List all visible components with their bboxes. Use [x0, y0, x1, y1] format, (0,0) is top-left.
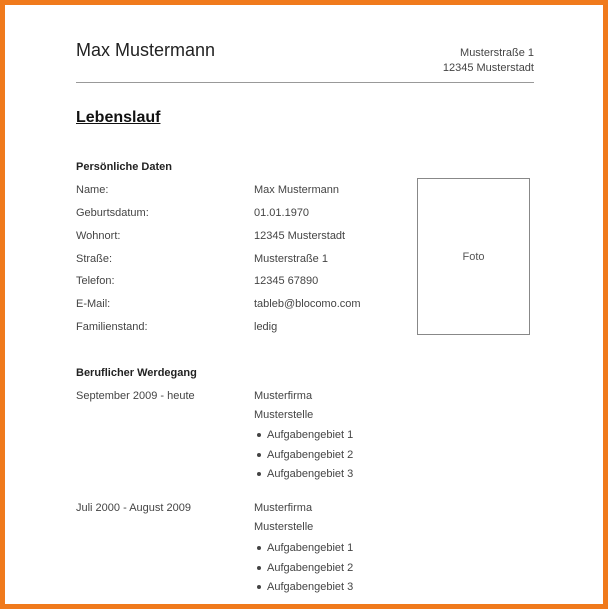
label-street: Straße:: [76, 253, 113, 265]
header-divider: [76, 82, 534, 83]
value-name: Max Mustermann: [254, 184, 339, 196]
career-task: Aufgabengebiet 2: [254, 561, 353, 581]
career-task: Aufgabengebiet 1: [254, 428, 353, 448]
section-title-personal: Persönliche Daten: [76, 161, 172, 173]
career-task: Aufgabengebiet 3: [254, 580, 353, 600]
label-email: E-Mail:: [76, 298, 111, 310]
label-phone: Telefon:: [76, 275, 115, 287]
address-city: 12345 Musterstadt: [442, 62, 534, 74]
career-position: Musterstelle: [254, 409, 314, 421]
section-title-career: Beruflicher Werdegang: [76, 367, 197, 379]
photo-label: Foto: [462, 250, 485, 263]
career-task-list: [254, 428, 353, 487]
label-residence: Wohnort:: [76, 230, 121, 242]
career-position: Musterstelle: [254, 521, 314, 533]
career-task: Aufgabengebiet 3: [254, 467, 353, 487]
label-birthdate: Geburtsdatum:: [76, 207, 149, 219]
career-period: Juli 2000 - August 2009: [76, 502, 191, 514]
value-phone: 12345 67890: [254, 275, 319, 287]
career-task-list: [254, 541, 353, 600]
document-title: Lebenslauf: [76, 109, 161, 126]
career-task: Aufgabengebiet 2: [254, 448, 353, 468]
value-street: Musterstraße 1: [254, 253, 328, 265]
value-marital-status: ledig: [254, 321, 278, 333]
career-company: Musterfirma: [254, 502, 313, 514]
career-task: Aufgabengebiet 1: [254, 541, 353, 561]
photo-placeholder: [417, 178, 530, 335]
value-residence: 12345 Musterstadt: [254, 230, 346, 242]
address-street: Musterstraße 1: [460, 47, 534, 59]
label-marital-status: Familienstand:: [76, 321, 148, 333]
sender-address: [443, 46, 534, 76]
applicant-name: Max Mustermann: [76, 40, 216, 60]
career-period: September 2009 - heute: [76, 390, 195, 402]
label-name: Name:: [76, 184, 109, 196]
value-email: tableb@blocomo.com: [254, 298, 361, 310]
career-company: Musterfirma: [254, 390, 313, 402]
value-birthdate: 01.01.1970: [254, 207, 310, 219]
